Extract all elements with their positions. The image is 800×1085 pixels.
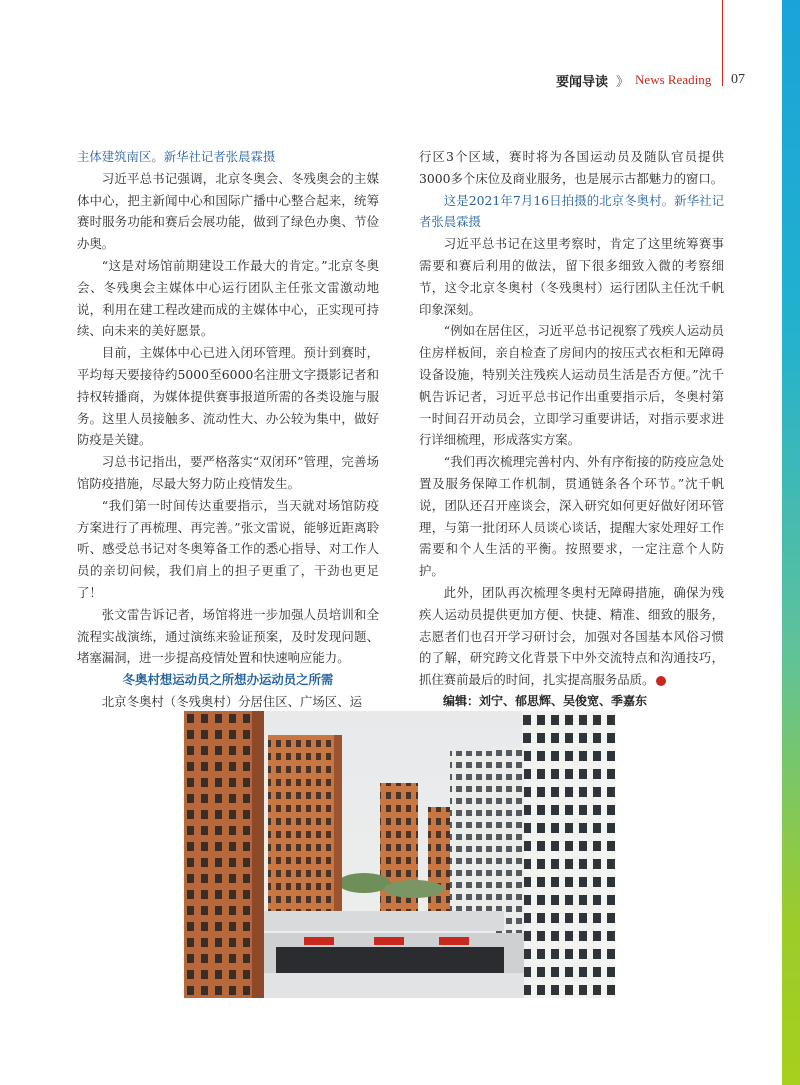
low-building	[264, 911, 504, 931]
side-color-stripe	[782, 0, 800, 1085]
paragraph: 习近平总书记强调，北京冬奥会、冬残奥会的主媒体中心，把主新闻中心和国际广播中心整合起来，统筹赛时服务功能和赛后会展功能，做到了绿色办奥、节俭办奥。	[77, 170, 379, 252]
rooftop-fans	[304, 937, 469, 945]
paragraph: 习总书记指出，要严格落实“双闭环”管理，完善场馆防疫措施，尽最大努力防止疫情发生。	[77, 454, 379, 491]
photo-credit-caption: 主体建筑南区。新华社记者张晨霖摄	[77, 149, 276, 164]
page-header	[556, 70, 711, 90]
paragraph: “我们第一时间传达重要指示，当天就对场馆防疫方案进行了再梳理、再完善。”张文雷说，能够近距离聆听、感受总书记对冬奥筹备工作的悉心指导、对工作人员的亲切问候，我们肩上的担子更重了，干劲也更足了！	[77, 497, 379, 600]
section-title-en: News Reading	[635, 72, 712, 87]
olympic-village-photo	[184, 711, 615, 998]
paragraph: “我们再次梳理完善村内、外有序衔接的防疫应急处置及服务保障工作机制，贯通链条各个环节。”沈千帆说，团队还召开座谈会，深入研究如何更好做好闭环管理，与第一批闭环人员谈心谈话，提醒大家处理好工作需要和个人生活的平衡。按照要求，一定注意个人防护。	[419, 454, 724, 579]
trees-2	[384, 880, 444, 898]
tower-white-middle	[450, 751, 498, 921]
photo-caption: 这是2021年7月16日拍摄的北京冬奥村。新华社记者张晨霖摄	[419, 192, 724, 230]
chevron-double-right-icon: 》	[616, 74, 630, 90]
paragraph: 张文雷告诉记者，场馆将进一步加强人员培训和全流程实战演练，通过演练来验证预案，及时发现问题、堵塞漏洞，进一步提高疫情处置和快速响应能力。	[77, 606, 379, 666]
paragraph: 习近平总书记在这里考察时，肯定了这里统筹赛事需要和赛后利用的做法，留下很多细致入微的考察细节，这令北京冬奥村（冬残奥村）运行团队主任沈千帆印象深刻。	[419, 236, 724, 317]
paragraph-last	[419, 582, 724, 691]
paragraph: 目前，主媒体中心已进入闭环管理。预计到赛时，平均每天要接待约5000至6000名注册文字摄影记者和持权转播商，为媒体提供赛事报道所需的各类设施与服务。这里人员接触多、流动性大、办公较为集中，做好防疫是关键。	[77, 345, 379, 448]
page-number: 07	[731, 72, 745, 87]
tower-orange-left-edge	[252, 711, 264, 998]
left-column	[77, 146, 379, 713]
paragraph: “例如在居住区，习近平总书记视察了残疾人运动员住房样板间，亲自检查了房间内的按压式衣柜和无障碍设备设施，特别关注残疾人运动员生活是否方便。”沈千帆告诉记者，习近平总书记作出重要指示后，冬奥村第一时间召开动员会，立即学习重要讲话，对指示要求进行详细梳理，形成落实方案。	[419, 323, 724, 448]
end-mark-icon: C	[656, 676, 666, 686]
paragraph: “这是对场馆前期建设工作最大的肯定。”北京冬奥会、冬残奥会主媒体中心运行团队主任张文雷激动地说，利用在建工程改建而成的主媒体中心，正实现可持续、向未来的美好愿景。	[77, 257, 379, 339]
section-title-cn: 要闻导读	[556, 74, 609, 90]
rooftop-ledge	[264, 973, 524, 998]
paragraph: 北京冬奥村（冬残奥村）分居住区、广场区、运	[101, 693, 362, 709]
header-divider-line	[722, 0, 723, 86]
trees	[338, 873, 390, 893]
right-column	[419, 146, 724, 713]
tower-orange-middle	[268, 735, 340, 931]
tower-white-right	[522, 711, 615, 998]
section-subheading: 冬奥村想运动员之所想办运动员之所需	[122, 672, 334, 688]
olympic-village-illustration	[184, 711, 615, 998]
paragraph-text: 此外，团队再次梳理冬奥村无障碍措施，确保为残疾人运动员提供更加方便、快捷、精准、细致的服务，志愿者们也召开学习研讨会，加强对各国基本风俗习惯的了解，研究跨文化背景下中外交流特点和沟通技巧，抓住赛前最后的时间，扎实提高服务品质。	[419, 584, 724, 688]
tower-orange-middle-edge	[334, 735, 342, 931]
paragraph: 行区3个区域，赛时将为各国运动员及随队官员提供3000多个床位及商业服务，也是展示古都魅力的窗口。	[419, 149, 724, 186]
editor-credits: 编辑：刘宁、郁思辉、吴俊宽、季嘉东	[443, 693, 648, 708]
rooftop-equipment	[276, 947, 504, 973]
